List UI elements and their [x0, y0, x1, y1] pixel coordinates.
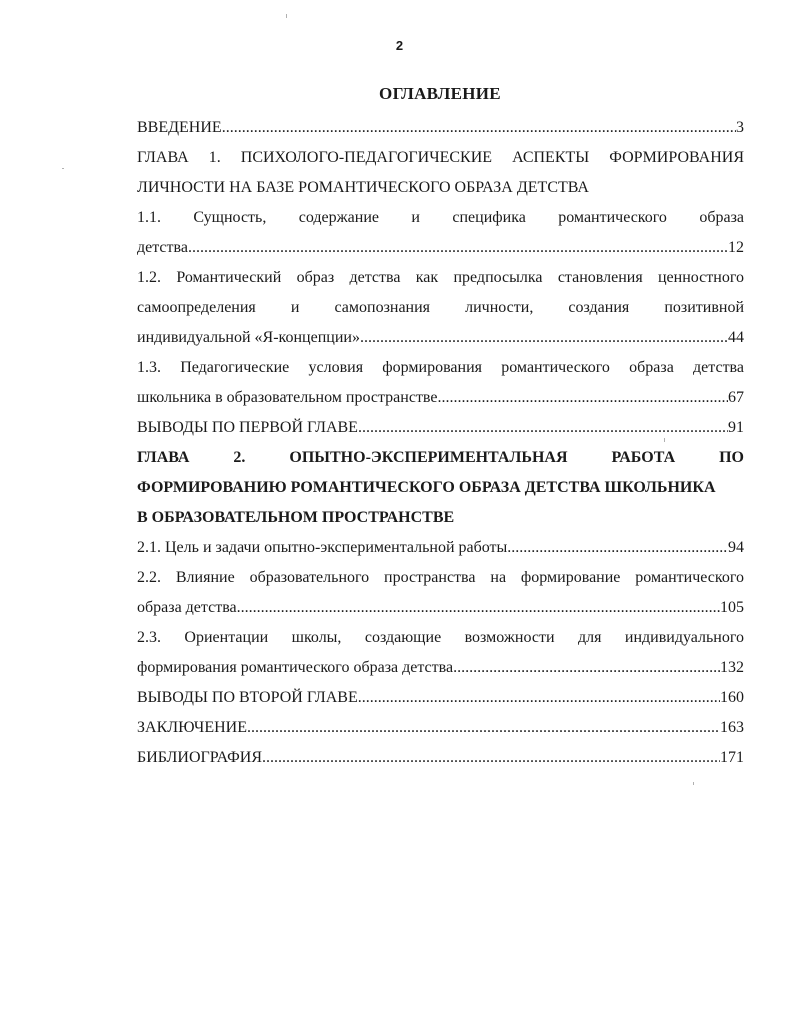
toc-page-number: 3 — [736, 119, 744, 136]
toc-entry-chapter-2-cont[interactable]: ФОРМИРОВАНИЮ РОМАНТИЧЕСКОГО ОБРАЗА ДЕТСТВА ШКОЛЬНИКА — [137, 479, 716, 496]
toc-page-number: 44 — [728, 329, 744, 346]
toc-entry-section-2-2[interactable]: 2.2. Влияние образовательного пространства на формирование романтического — [137, 569, 744, 586]
page-number: 2 — [395, 38, 404, 53]
toc-page-number: 91 — [728, 419, 744, 436]
toc-entry-section-2-3-cont[interactable] — [137, 653, 744, 683]
toc-leader-dots — [438, 383, 729, 413]
toc-entry-text: ЗАКЛЮЧЕНИЕ — [137, 719, 247, 736]
toc-leader-dots — [188, 233, 728, 263]
toc-entry-section-1-1[interactable]: 1.1. Сущность, содержание и специфика романтического образа — [137, 209, 744, 226]
toc-entry-text: школьника в образовательном пространстве — [137, 389, 438, 406]
toc-entry-text: БИБЛИОГРАФИЯ — [137, 749, 263, 766]
toc-entry-text: ВЫВОДЫ ПО ПЕРВОЙ ГЛАВЕ — [137, 419, 358, 436]
scan-mark — [286, 14, 287, 18]
toc-page-number: 171 — [720, 749, 744, 766]
toc-entry-text: ВВЕДЕНИЕ — [137, 119, 222, 136]
toc-entry-conclusions-1[interactable] — [137, 413, 744, 443]
toc-leader-dots — [453, 653, 720, 683]
scan-mark — [693, 782, 694, 785]
toc-page-number: 12 — [728, 239, 744, 256]
table-of-contents — [137, 113, 744, 773]
toc-page-number: 105 — [720, 599, 744, 616]
toc-entry-section-1-3-cont[interactable] — [137, 383, 744, 413]
toc-entry-text: формирования романтического образа детства — [137, 659, 454, 676]
toc-entry-section-2-1[interactable] — [137, 533, 744, 563]
toc-leader-dots — [507, 533, 728, 563]
toc-entry-section-1-2[interactable]: 1.2. Романтический образ детства как предпосылка становления ценностного — [137, 269, 744, 286]
toc-entry-section-1-1-cont[interactable] — [137, 233, 744, 263]
toc-page-number: 132 — [720, 659, 744, 676]
toc-page-number: 67 — [728, 389, 744, 406]
toc-entry-text: ВЫВОДЫ ПО ВТОРОЙ ГЛАВЕ — [137, 689, 358, 706]
toc-entry-text: 2.1. Цель и задачи опытно-экспериментальной работы — [137, 539, 508, 556]
toc-leader-dots — [262, 743, 720, 773]
toc-entry-conclusions-2[interactable] — [137, 683, 744, 713]
toc-leader-dots — [360, 323, 728, 353]
toc-page-number: 160 — [720, 689, 744, 706]
toc-entry-bibliography[interactable] — [137, 743, 744, 773]
toc-page-number: 94 — [728, 539, 744, 556]
toc-entry-text: детства — [137, 239, 188, 256]
toc-entry-section-1-3[interactable]: 1.3. Педагогические условия формирования романтического образа детства — [137, 359, 744, 376]
toc-entry-chapter-2[interactable]: ГЛАВА 2. ОПЫТНО-ЭКСПЕРИМЕНТАЛЬНАЯ РАБОТА ПО — [137, 449, 744, 466]
toc-page-number: 163 — [720, 719, 744, 736]
scan-mark — [62, 168, 64, 169]
toc-entry-section-2-3[interactable]: 2.3. Ориентации школы, создающие возможности для индивидуального — [137, 629, 744, 646]
toc-entry-text: образа детства — [137, 599, 237, 616]
toc-leader-dots — [358, 413, 728, 443]
toc-entry-section-2-2-cont[interactable] — [137, 593, 744, 623]
toc-title: ОГЛАВЛЕНИЕ — [379, 84, 501, 103]
toc-entry-section-1-2-cont[interactable]: самоопределения и самопознания личности, создания позитивной — [137, 299, 744, 316]
toc-entry-chapter-1-cont[interactable]: ЛИЧНОСТИ НА БАЗЕ РОМАНТИЧЕСКОГО ОБРАЗА ДЕТСТВА — [137, 179, 589, 196]
toc-leader-dots — [237, 593, 720, 623]
toc-leader-dots — [222, 113, 736, 143]
toc-leader-dots — [358, 683, 720, 713]
toc-leader-dots — [247, 713, 720, 743]
toc-entry-intro[interactable] — [137, 113, 744, 143]
toc-entry-text: индивидуальной «Я-концепции» — [137, 329, 360, 346]
toc-entry-chapter-1[interactable]: ГЛАВА 1. ПСИХОЛОГО-ПЕДАГОГИЧЕСКИЕ АСПЕКТЫ ФОРМИРОВАНИЯ — [137, 149, 744, 166]
toc-entry-chapter-2-end[interactable]: В ОБРАЗОВАТЕЛЬНОМ ПРОСТРАНСТВЕ — [137, 509, 455, 526]
toc-entry-section-1-2-end[interactable] — [137, 323, 744, 353]
toc-entry-conclusion[interactable] — [137, 713, 744, 743]
